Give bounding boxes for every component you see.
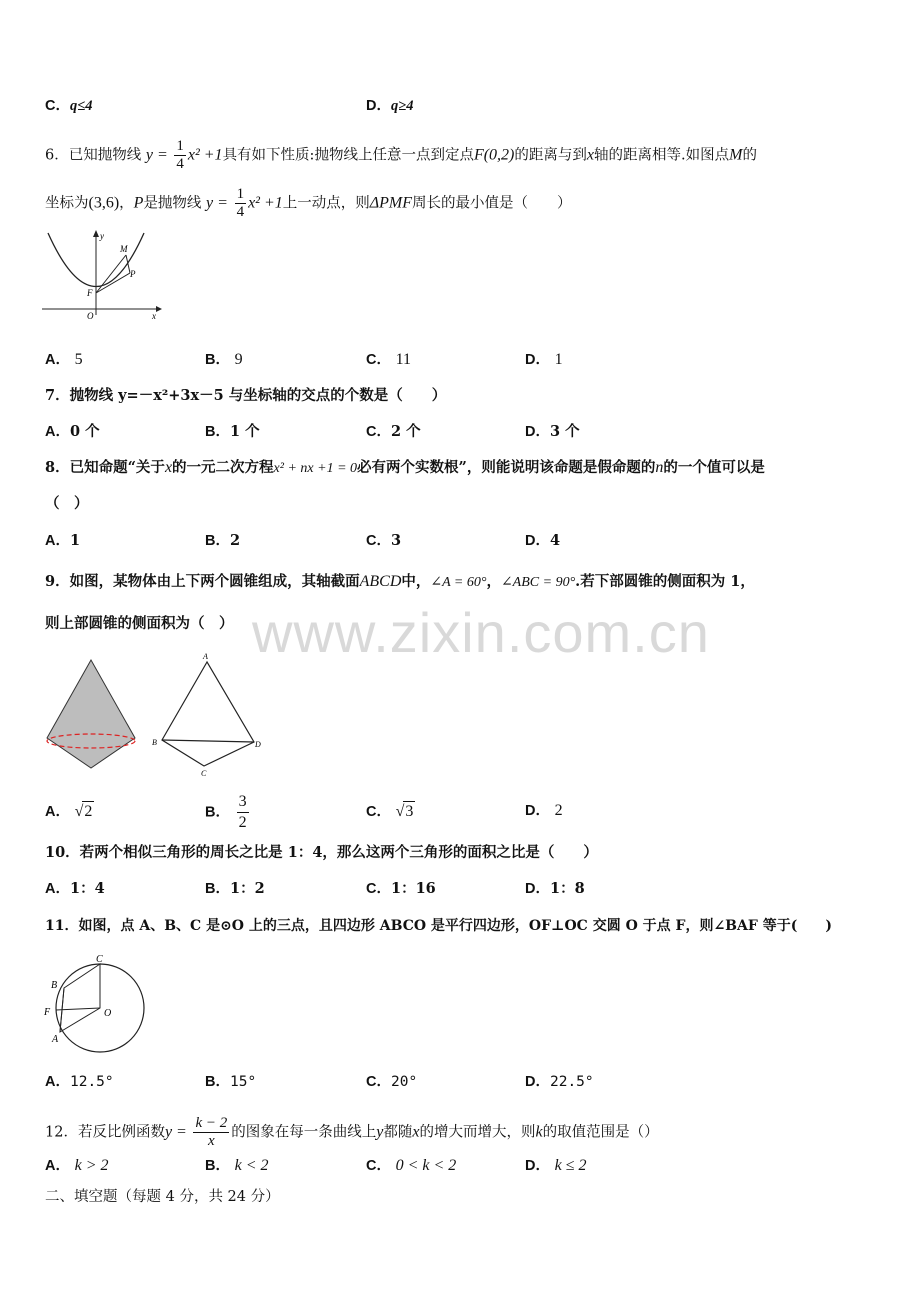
label-b: B (51, 980, 58, 991)
option-value: 1：4 (69, 880, 105, 897)
label-c: C (96, 954, 103, 965)
q6-option-b[interactable] (205, 350, 243, 370)
label-o: O (104, 1008, 112, 1019)
q9-option-b[interactable] (205, 792, 251, 833)
var-x: x (586, 146, 594, 164)
option-label: C． (366, 1158, 391, 1174)
option-value: 11 (395, 351, 411, 368)
q6-text: 轴的距离相等.如图点 (594, 147, 730, 164)
axial-section-abcd (162, 662, 254, 766)
option-label: D． (525, 1074, 550, 1090)
q9-angle-abc: ∠ABC = 90° (500, 575, 576, 590)
option-label: B． (205, 1158, 230, 1174)
q12-text: 12．若反比例函数 (45, 1124, 165, 1141)
label-c: C (201, 769, 207, 778)
label-a: A (52, 1034, 59, 1045)
option-label: A． (45, 533, 70, 549)
label-b: B (152, 738, 157, 747)
q12-line (45, 1115, 659, 1150)
q9-option-d[interactable] (525, 801, 563, 821)
q8-text: 8．已知命题“关于 (45, 459, 165, 476)
q6-coord: (3,6) (88, 194, 120, 212)
frac-num: 1 (236, 186, 245, 202)
option-label: C． (366, 352, 391, 368)
option-value: 9 (234, 351, 243, 368)
option-value: 3 个 (549, 423, 580, 440)
q6-text: ， (119, 195, 134, 212)
q8-equation: x² + nx +1 = 0 (273, 461, 358, 476)
q8-option-d[interactable] (525, 531, 560, 551)
option-value: 1：16 (390, 880, 436, 897)
q9-line1 (45, 572, 755, 593)
watermark: www.zixin.com.cn (252, 601, 710, 664)
q8-line2: （ ） (45, 495, 89, 512)
q7-option-c[interactable] (366, 422, 421, 442)
q7-stem: 7．抛物线 y=－x²+3x－5 与坐标轴的交点的个数是（ ） (45, 387, 447, 404)
option-label: B． (205, 804, 230, 821)
frac-den: 4 (236, 204, 245, 220)
option-value: 12.5° (69, 1074, 114, 1090)
q6-eq: y = (206, 194, 228, 212)
q12-eq: y = (164, 1123, 187, 1141)
q12-fraction (193, 1115, 229, 1150)
option-value: 0 个 (69, 423, 100, 440)
frac-den: 2 (238, 814, 247, 831)
option-label: A． (45, 881, 70, 897)
option-label: C． (366, 881, 391, 897)
frac-den: 4 (176, 156, 184, 172)
label-d: D (255, 740, 261, 749)
q8-option-b[interactable] (205, 531, 240, 551)
option-value: 4 (549, 532, 561, 549)
q7-option-d[interactable] (525, 422, 580, 442)
q6-text: 周长的最小值是（ ） (412, 195, 572, 212)
q11-option-a[interactable] (45, 1072, 114, 1092)
option-label: A． (45, 424, 70, 440)
option-value: q≥4 (390, 98, 414, 114)
q9-text: 中， (401, 573, 431, 590)
q9-text: .若下部圆锥的侧面积为 1， (575, 573, 755, 590)
q6-point-f: F(0,2) (473, 146, 515, 164)
var-p: P (133, 194, 144, 212)
frac-num: 3 (237, 792, 249, 813)
option-value: √3 (395, 803, 414, 820)
q10-option-b[interactable] (205, 879, 265, 899)
option-value: k < 2 (234, 1157, 269, 1174)
q11-option-c[interactable] (366, 1072, 417, 1092)
frac-den: x (208, 1133, 215, 1149)
option-value: 20° (390, 1074, 418, 1090)
q6-text: 坐标为 (45, 195, 89, 212)
cone-shape (47, 660, 135, 768)
option-value: 1 个 (229, 423, 260, 440)
option-label: D． (525, 803, 550, 819)
option-value: 3 (390, 532, 402, 549)
q8-text: 的一元二次方程 (172, 459, 274, 476)
q6-text: 是抛物线 (143, 195, 202, 212)
q12-option-c[interactable] (366, 1156, 456, 1176)
option-label: A． (45, 804, 70, 820)
label-y: y (100, 231, 104, 241)
option-value: 2 (229, 532, 241, 549)
q11-option-b[interactable] (205, 1072, 256, 1092)
q5-option-d[interactable] (366, 96, 413, 116)
option-label: C． (366, 804, 391, 820)
option-value: 2 (554, 802, 563, 819)
parallelogram-abco (60, 964, 100, 1032)
option-label: C． (45, 98, 70, 114)
q6-text: 的 (742, 147, 757, 164)
option-label: D． (525, 881, 550, 897)
option-value: 1 (69, 532, 81, 549)
q6-fraction (174, 138, 186, 173)
q9-option-c[interactable] (366, 801, 415, 822)
q10-option-a[interactable] (45, 879, 105, 899)
option-value: 0 < k < 2 (395, 1157, 457, 1174)
q6-text: 具有如下性质:抛物线上任意一点到定点 (222, 147, 474, 164)
q9-option-a[interactable] (45, 801, 94, 822)
section-2-heading: 二、填空题（每题 4 分，共 24 分） (45, 1189, 280, 1205)
q11-option-d[interactable] (525, 1072, 594, 1092)
q10-option-d[interactable] (525, 879, 585, 899)
q8-option-c[interactable] (366, 531, 401, 551)
frac-num: k − 2 (195, 1115, 228, 1131)
q5-option-c[interactable] (45, 96, 92, 116)
q8-option-a[interactable] (45, 531, 80, 551)
q8-text: 必有两个实数根”，则能说明该命题是假命题的 (357, 459, 656, 476)
label-m: M (120, 244, 128, 254)
option-label: B． (205, 424, 230, 440)
option-label: D． (525, 1158, 550, 1174)
q6-fraction (235, 186, 247, 221)
option-value: √2 (74, 803, 93, 820)
q9-abcd: ABCD (359, 573, 402, 590)
q12-text: 的取值范围是（） (542, 1124, 659, 1141)
option-value: 1 (554, 351, 563, 368)
segment-fm (96, 255, 126, 293)
option-label: B． (205, 533, 230, 549)
option-label: A． (45, 1158, 70, 1174)
q6-text: 上一动点，则 (282, 195, 370, 212)
var-x: x (412, 1123, 420, 1141)
q6-option-d[interactable] (525, 350, 563, 370)
option-label: D． (525, 533, 550, 549)
q6-text: 已知抛物线 (68, 147, 142, 164)
option-value: 15° (229, 1074, 257, 1090)
segment-fp (96, 273, 130, 293)
var-m: M (729, 146, 743, 164)
q12-text: 都随 (383, 1124, 413, 1141)
q6-line1 (45, 138, 757, 173)
option-label: B． (205, 1074, 230, 1090)
option-label: A． (45, 352, 70, 368)
var-k: k (535, 1123, 543, 1141)
option-label: D． (525, 424, 550, 440)
q12-text: 的图象在每一条曲线上 (231, 1124, 377, 1141)
q9-text: 9．如图，某物体由上下两个圆锥组成，其轴截面 (45, 573, 360, 590)
label-p: P (130, 269, 136, 279)
label-o: O (87, 311, 94, 320)
option-label: C． (366, 1074, 391, 1090)
q9-text: ， (486, 573, 501, 590)
q10-option-c[interactable] (366, 879, 436, 899)
q6-eq: y = (145, 146, 168, 164)
x-axis-arrow (156, 306, 162, 312)
q12-text: 的增大而增大，则 (419, 1124, 536, 1141)
label-f: F (87, 288, 93, 298)
option-value: k > 2 (74, 1157, 109, 1174)
option-value: q≤4 (69, 98, 93, 114)
option-value: 2 个 (390, 423, 421, 440)
radicand: 2 (84, 803, 93, 820)
label-x: x (152, 311, 156, 320)
q12-option-d[interactable] (525, 1156, 586, 1176)
q6-text: 的距离与到 (514, 147, 587, 164)
q9-angle-a: ∠A = 60° (430, 575, 487, 590)
y-axis-arrow (93, 230, 99, 237)
q12-option-a[interactable] (45, 1156, 109, 1176)
option-value: 1：8 (549, 880, 585, 897)
option-label: D． (525, 352, 550, 368)
label-f: F (44, 1007, 51, 1018)
q6-option-a[interactable] (45, 350, 83, 370)
option-value: k ≤ 2 (554, 1157, 587, 1174)
var-n: n (655, 459, 664, 476)
q9-line2: 则上部圆锥的侧面积为（ ） (45, 615, 234, 632)
question-number: 6． (45, 147, 69, 164)
q6-parabola-figure (40, 225, 165, 320)
q9-cone-figure (40, 650, 270, 782)
q11-circle-figure (40, 950, 150, 1058)
option-label: C． (366, 533, 391, 549)
option-value: 5 (74, 351, 83, 368)
option-label: C． (366, 424, 391, 440)
q7-option-a[interactable] (45, 422, 100, 442)
q7-option-b[interactable] (205, 422, 260, 442)
q6-option-c[interactable] (366, 350, 411, 370)
segment-bd (162, 740, 254, 742)
q6-line2 (45, 186, 572, 221)
frac-num: 1 (176, 138, 184, 154)
q8-text: 的一个值可以是 (663, 459, 765, 476)
q6-triangle: ΔPMF (369, 194, 413, 212)
option-label: A． (45, 1074, 70, 1090)
q8-line1 (45, 458, 765, 479)
label-a: A (203, 652, 208, 661)
q12-option-b[interactable] (205, 1156, 269, 1176)
option-label: B． (205, 881, 230, 897)
option-value (237, 792, 249, 833)
option-value: 1：2 (229, 880, 265, 897)
q10-stem: 10．若两个相似三角形的周长之比是 1：4，那么这两个三角形的面积之比是（ ） (45, 844, 598, 861)
q6-eq-tail: x² +1 (187, 146, 223, 164)
option-label: B． (205, 352, 230, 368)
q11-stem: 11．如图，点 A、B、C 是⊙O 上的三点，且四边形 ABCO 是平行四边形，OF⊥OC 交圆 O 于点 F，则∠BAF 等于( ) (45, 918, 832, 934)
q6-eq-tail: x² +1 (248, 194, 283, 212)
var-x: x (164, 459, 173, 476)
radicand: 3 (405, 803, 414, 820)
option-label: D． (366, 98, 391, 114)
var-y: y (376, 1123, 384, 1141)
option-value: 22.5° (549, 1074, 594, 1090)
